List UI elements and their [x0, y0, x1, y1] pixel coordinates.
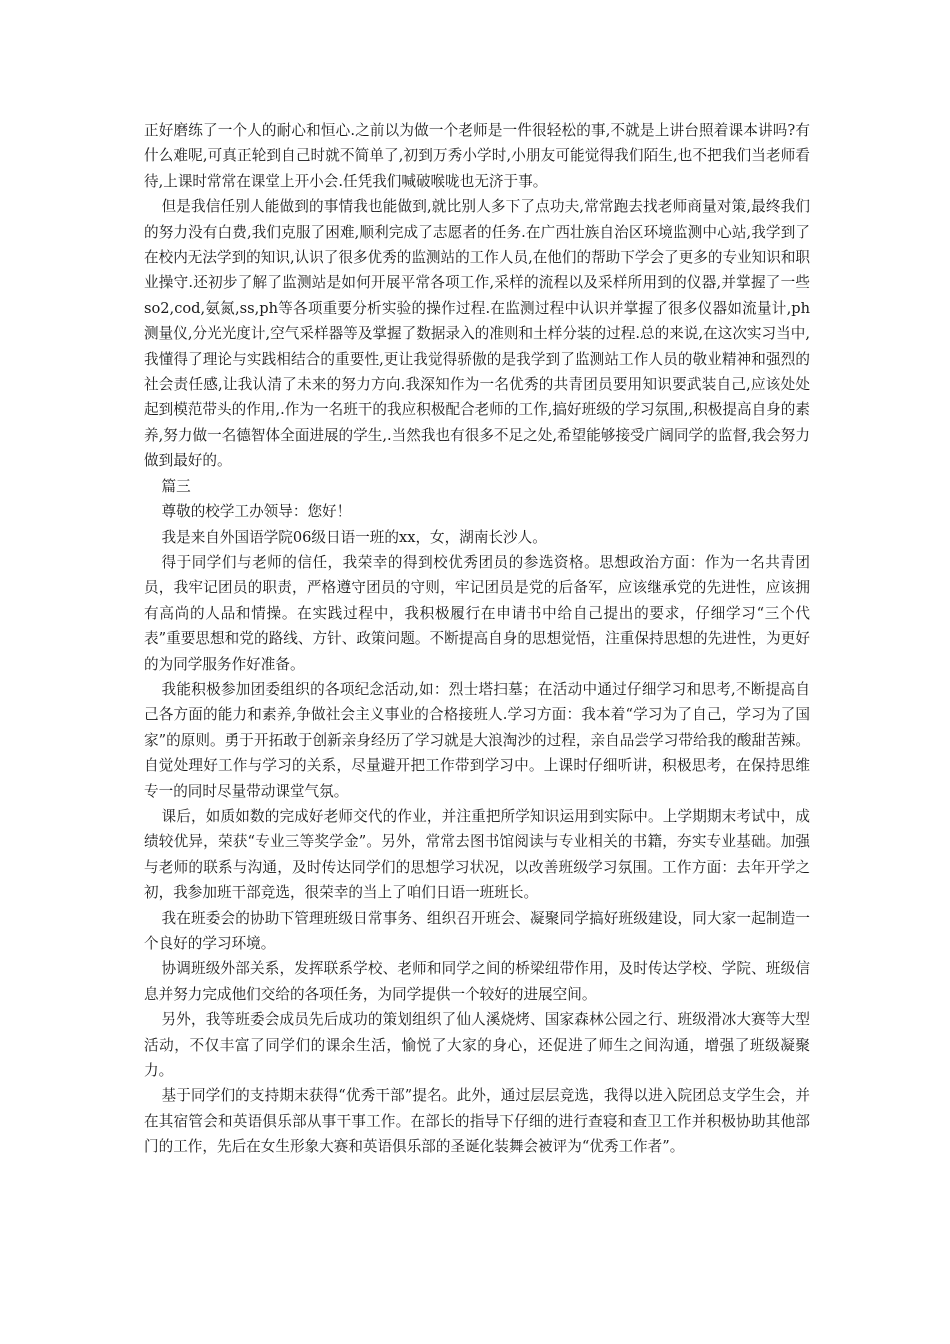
paragraph-class-committee: 我在班委会的协助下管理班级日常事务、组织召开班会、凝聚同学搞好班级建设，同大家一起制造一个良好的学习环境。 [144, 909, 810, 952]
paragraph-intro: 我是来自外国语学院06级日语一班的xx，女，湖南长沙人。 [161, 528, 547, 546]
paragraph-1: 正好磨练了一个人的耐心和恒心.之前以为做一个老师是一件很轻松的事,不就是上讲台照着课本讲吗?有什么难呢,可真正轮到自己时就不简单了,初到万秀小学时,小朋友可能觉得我们陌生,也不把我们当老师看待,上课时常常在课堂上开小会.任凭我们喊破喉咙也无济于事。 [144, 122, 810, 190]
paragraph-activities: 我能积极参加团委组织的各项纪念活动,如：烈士塔扫墓；在活动中通过仔细学习和思考,不断提高自己各方面的能力和素养,争做社会主义事业的合格接班人.学习方面：我本着“学习为了自己，学习为了国家”的原则。勇于开拓敢于创新亲身经历了学习就是大浪淘沙的过程，亲自品尝学习带给我的酸甜苦辣。自觉处理好工作与学习的关系，尽量避开把工作带到学习中。上课时仔细听讲，积极思考，在保持思维专一的同时尽量带动课堂气氛。 [144, 680, 810, 800]
document-body [144, 118, 810, 1160]
paragraph-nomination: 基于同学们的支持期末获得“优秀干部”提名。此外，通过层层竞选，我得以进入院团总支学生会，并在其宿管会和英语俱乐部从事干事工作。在部长的指导下仔细的进行查寝和查卫工作并积极协助其他部门的工作，先后在女生形象大赛和英语俱乐部的圣诞化装舞会被评为“优秀工作者”。 [144, 1087, 810, 1156]
section-heading: 篇三 [161, 477, 191, 495]
paragraph-political: 得于同学们与老师的信任，我荣幸的得到校优秀团员的参选资格。思想政治方面：作为一名共青团员，我牢记团员的职责，严格遵守团员的守则，牢记团员是党的后备军，应该继承党的先进性，应该拥有高尚的人品和情操。在实践过程中，我积极履行在申请书中给自己提出的要求，仔细学习“三个代表”重要思想和党的路线、方针、政策问题。不断提高自身的思想觉悟，注重保持思想的先进性，为更好的为同学服务作好准备。 [144, 553, 810, 673]
paragraph-2: 但是我信任别人能做到的事情我也能做到,就比别人多下了点功夫,常常跑去找老师商量对策,最终我们的努力没有白费,我们克服了困难,顺利完成了志愿者的任务.在广西壮族自治区环境监测中心站,我学到了在校内无法学到的知识,认识了很多优秀的监测站的工作人员,在他们的帮助下学会了更多的专业知识和职业操守.还初步了解了监测站是如何开展平常各项工作,采样的流程以及采样所用到的仪器,并掌握了一些so2,cod,氨氮,ss,ph等各项重要分析实验的操作过程.在监测过程中认识并掌握了很多仪器如流量计,ph测量仪,分光光度计,空气采样器等及掌握了数据录入的准则和土样分装的过程.总的来说,在这次实习当中,我懂得了理论与实践相结合的重要性,更让我觉得骄傲的是我学到了监测站工作人员的敬业精神和强烈的社会责任感,让我认清了未来的努力方向.我深知作为一名优秀的共青团员要用知识要武装自己,应该处处起到模范带头的作用,.作为一名班干的我应积极配合老师的工作,搞好班级的学习氛围,,积极提高自身的素养,努力做一名德智体全面进展的学生,.当然我也有很多不足之处,希望能够接受广阔同学的监督,我会努力做到最好的。 [144, 198, 811, 470]
paragraph-coordination: 协调班级外部关系，发挥联系学校、老师和同学之间的桥梁纽带作用，及时传达学校、学院、班级信息并努力完成他们交给的各项任务，为同学提供一个较好的进展空间。 [144, 960, 810, 1003]
paragraph-events: 另外，我等班委会成员先后成功的策划组织了仙人溪烧烤、国家森林公园之行、班级滑冰大赛等大型活动，不仅丰富了同学们的课余生活，愉悦了大家的身心，还促进了师生之间沟通，增强了班级凝聚力。 [144, 1011, 810, 1080]
paragraph-after-class: 课后，如质如数的完成好老师交代的作业，并注重把所学知识运用到实际中。上学期期末考试中，成绩较优异，荣获“专业三等奖学金”。另外，常常去图书馆阅读与专业相关的书籍，夯实专业基础。加强与老师的联系与沟通，及时传达同学们的思想学习状况，以改善班级学习氛围。工作方面：去年开学之初，我参加班干部竞选，很荣幸的当上了咱们日语一班班长。 [144, 807, 810, 902]
salutation: 尊敬的校学工办领导：您好！ [161, 503, 352, 521]
